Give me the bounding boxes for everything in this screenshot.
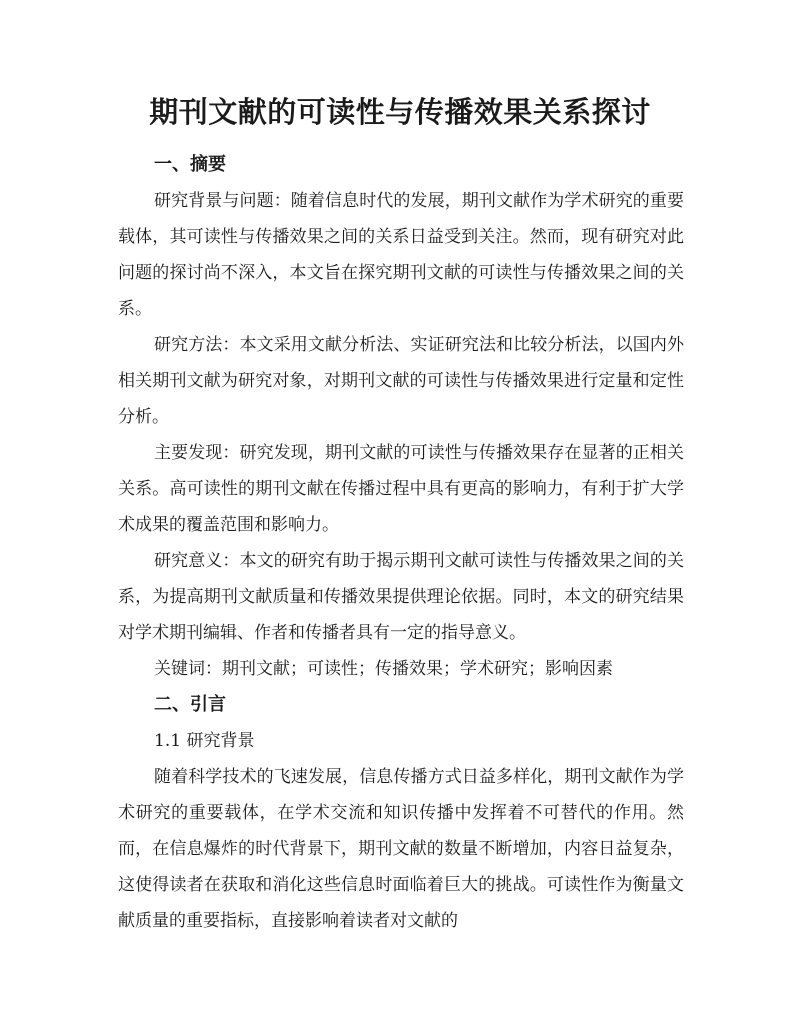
abstract-method-paragraph: 研究方法：本文采用文献分析法、实证研究法和比较分析法，以国内外相关期刊文献为研究对象，对期刊文献的可读性与传播效果进行定量和定性分析。 <box>118 335 684 427</box>
abstract-findings-paragraph: 主要发现：研究发现，期刊文献的可读性与传播效果存在显著的正相关关系。高可读性的期刊文献在传播过程中具有更高的影响力，有利于扩大学术成果的覆盖范围和影响力。 <box>118 443 684 535</box>
document-body <box>118 147 684 939</box>
intro-paragraph: 随着科学技术的飞速发展，信息传播方式日益多样化，期刊文献作为学术研究的重要载体，在学术交流和知识传播中发挥着不可替代的作用。然而，在信息爆炸的时代背景下，期刊文献的数量不断增加，内容日益复杂，这使得读者在获取和消化这些信息时面临着巨大的挑战。可读性作为衡量文献质量的重要指标，直接影响着读者对文献的 <box>118 767 684 931</box>
abstract-heading: 一、摘要 <box>154 154 226 175</box>
intro-subheading: 1.1 研究背景 <box>154 731 255 751</box>
abstract-significance-paragraph: 研究意义：本文的研究有助于揭示期刊文献可读性与传播效果之间的关系，为提高期刊文献质量和传播效果提供理论依据。同时，本文的研究结果对学术期刊编辑、作者和传播者具有一定的指导意义。 <box>118 551 684 643</box>
document-title: 期刊文献的可读性与传播效果关系探讨 <box>149 95 651 129</box>
abstract-background-paragraph: 研究背景与问题：随着信息时代的发展，期刊文献作为学术研究的重要载体，其可读性与传播效果之间的关系日益受到关注。然而，现有研究对此问题的探讨尚不深入，本文旨在探究期刊文献的可读性与传播效果之间的关系。 <box>118 191 684 319</box>
intro-heading: 二、引言 <box>154 694 226 715</box>
keywords-line: 关键词：期刊文献；可读性；传播效果；学术研究；影响因素 <box>154 659 613 679</box>
